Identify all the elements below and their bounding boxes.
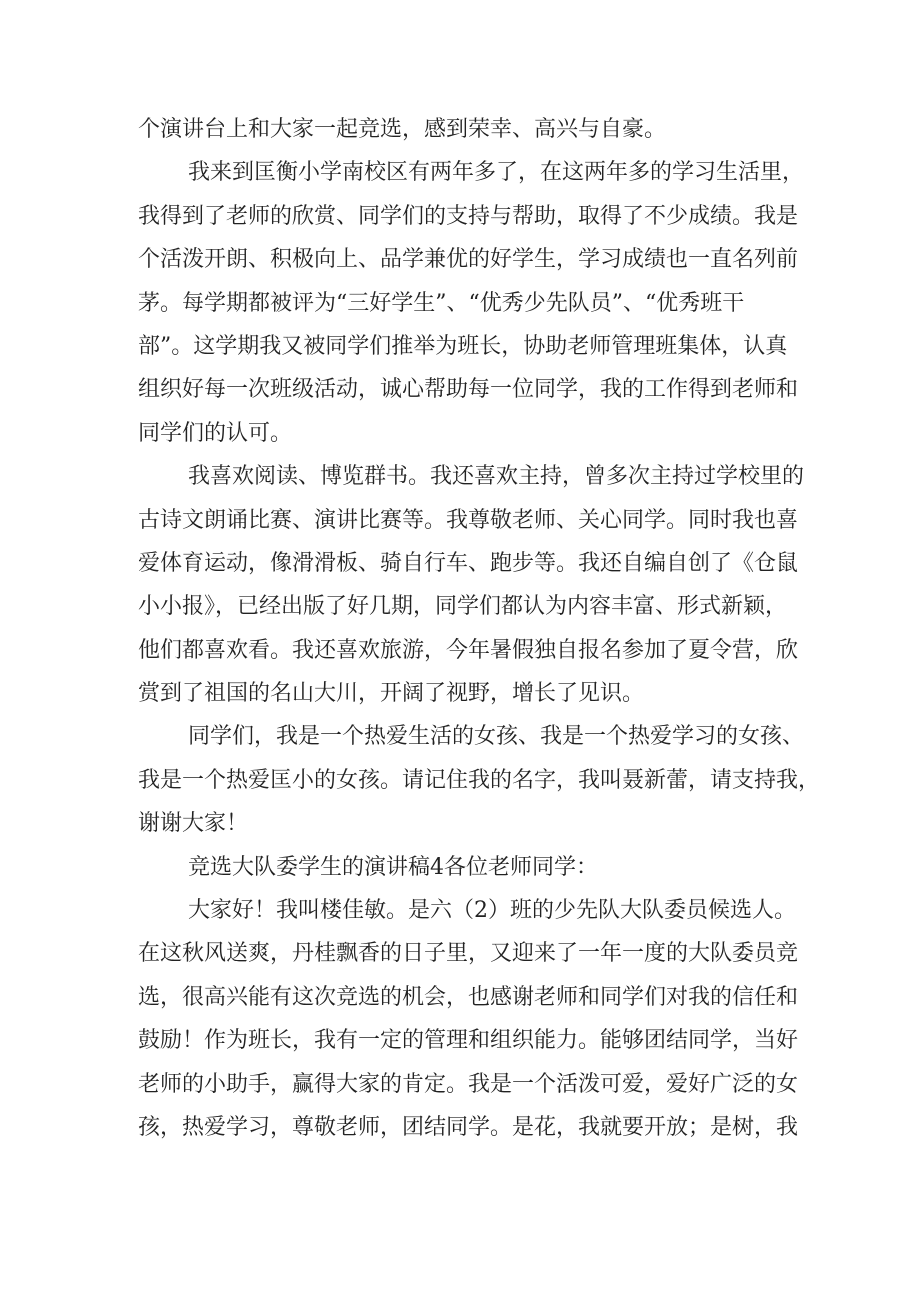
text-line: 他们都喜欢看。我还喜欢旅游，今年暑假独自报名参加了夏令营，欣 — [138, 637, 799, 663]
text-line: 同学们，我是一个热爱生活的女孩、我是一个热爱学习的女孩、 — [188, 724, 805, 750]
text-line: 孩，热爱学习，尊敬老师，团结同学。是花，我就要开放；是树，我 — [138, 1114, 799, 1140]
text-line: 老师的小助手，赢得大家的肯定。我是一个活泼可爱，爱好广泛的女 — [138, 1071, 799, 1097]
text-line: 个演讲台上和大家一起竞选，感到荣幸、高兴与自豪。 — [138, 117, 667, 142]
text-line: 大家好！我叫楼佳敏。是六（2）班的少先队大队委员候选人。 — [188, 898, 796, 924]
text-line: 个活泼开朗、积极向上、品学兼优的好学生，学习成绩也一直名列前 — [138, 247, 799, 273]
text-line: 古诗文朗诵比赛、演讲比赛等。我尊敬老师、关心同学。同时我也喜 — [138, 507, 799, 533]
text-line: 谢谢大家！ — [138, 811, 249, 837]
text-line: 我是一个热爱匡小的女孩。请记住我的名字，我叫聂新蕾，请支持我， — [138, 767, 821, 793]
text-line: 小小报》，已经出版了好几期，同学们都认为内容丰富、形式新颖， — [138, 594, 788, 620]
document-body — [138, 108, 821, 1149]
text-line: 在这秋风送爽，丹桂飘香的日子里，又迎来了一年一度的大队委员竞 — [138, 941, 799, 967]
text-line: 竞选大队委学生的演讲稿4各位老师同学： — [188, 854, 598, 880]
text-line: 我喜欢阅读、博览群书。我还喜欢主持，曾多次主持过学校里的 — [188, 464, 805, 490]
text-line: 我得到了老师的欣赏、同学们的支持与帮助，取得了不少成绩。我是 — [138, 203, 799, 229]
text-line: 组织好每一次班级活动，诚心帮助每一位同学，我的工作得到老师和 — [138, 377, 799, 403]
text-line: 部”。这学期我又被同学们推举为班长，协助老师管理班集体，认真 — [138, 333, 788, 359]
text-line: 爱体育运动，像滑滑板、骑自行车、跑步等。我还自编自创了《仓鼠 — [138, 550, 799, 576]
text-line: 我来到匡衡小学南校区有两年多了，在这两年多的学习生活里， — [188, 160, 805, 186]
text-line: 同学们的认可。 — [138, 420, 293, 446]
text-line: 赏到了祖国的名山大川，开阔了视野，增长了见识。 — [138, 681, 645, 707]
text-line: 选，很高兴能有这次竞选的机会，也感谢老师和同学们对我的信任和 — [138, 984, 799, 1010]
text-line: 茅。每学期都被评为“三好学生”、“优秀少先队员”、“优秀班干 — [138, 290, 745, 316]
text-line: 鼓励！作为班长，我有一定的管理和组织能力。能够团结同学，当好 — [138, 1028, 799, 1054]
